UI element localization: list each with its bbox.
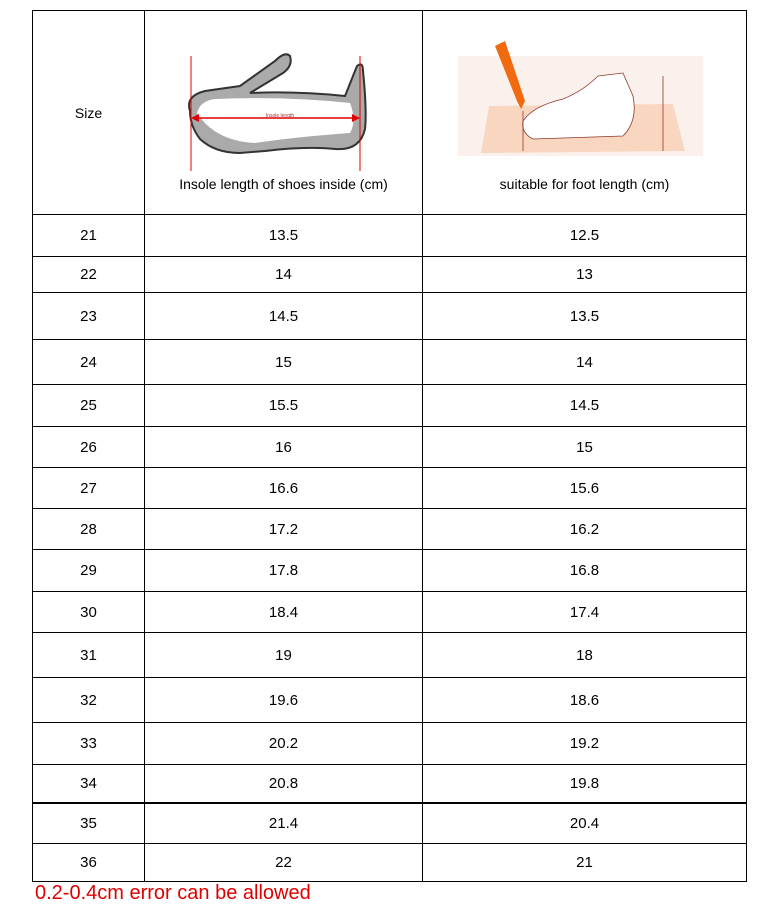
cell-foot: 13.5	[423, 293, 747, 340]
cell-size: 23	[33, 293, 145, 340]
table-row	[33, 844, 747, 882]
header-insole	[145, 11, 423, 215]
cell-insole: 14	[145, 257, 423, 293]
table-row	[33, 803, 747, 844]
table-row	[33, 468, 747, 509]
cell-insole: 13.5	[145, 215, 423, 257]
cell-foot: 14	[423, 340, 747, 385]
table-row	[33, 765, 747, 804]
cell-foot: 15.6	[423, 468, 747, 509]
cell-insole: 17.8	[145, 550, 423, 592]
cell-size: 34	[33, 765, 145, 804]
cell-size: 28	[33, 509, 145, 550]
cell-size: 33	[33, 723, 145, 765]
cell-size: 22	[33, 257, 145, 293]
cell-insole: 19	[145, 633, 423, 678]
cell-foot: 13	[423, 257, 747, 293]
table-row	[33, 293, 747, 340]
cell-size: 21	[33, 215, 145, 257]
table-row	[33, 550, 747, 592]
cell-insole: 14.5	[145, 293, 423, 340]
cell-insole: 19.6	[145, 678, 423, 723]
cell-size: 36	[33, 844, 145, 882]
cell-foot: 19.2	[423, 723, 747, 765]
cell-size: 29	[33, 550, 145, 592]
cell-insole: 17.2	[145, 509, 423, 550]
cell-foot: 14.5	[423, 385, 747, 427]
cell-insole: 15.5	[145, 385, 423, 427]
cell-insole: 16	[145, 427, 423, 468]
table-row	[33, 633, 747, 678]
cell-foot: 16.8	[423, 550, 747, 592]
cell-insole: 15	[145, 340, 423, 385]
cell-size: 31	[33, 633, 145, 678]
cell-foot: 21	[423, 844, 747, 882]
cell-insole: 20.8	[145, 765, 423, 804]
cell-foot: 20.4	[423, 803, 747, 844]
cell-size: 25	[33, 385, 145, 427]
cell-foot: 12.5	[423, 215, 747, 257]
insole-length-label: Insole length	[265, 113, 295, 119]
size-chart-table	[32, 10, 747, 882]
table-row	[33, 592, 747, 633]
cell-foot: 18	[423, 633, 747, 678]
cell-foot: 15	[423, 427, 747, 468]
header-insole-caption: Insole length of shoes inside (cm)	[179, 176, 388, 192]
cell-size: 26	[33, 427, 145, 468]
table-row	[33, 427, 747, 468]
header-foot	[423, 11, 747, 215]
tolerance-note: 0.2-0.4cm error can be allowed	[35, 882, 311, 904]
table-row	[33, 385, 747, 427]
header-foot-caption: suitable for foot length (cm)	[499, 176, 670, 192]
table-row	[33, 215, 747, 257]
table-row	[33, 678, 747, 723]
cell-foot: 18.6	[423, 678, 747, 723]
cell-foot: 19.8	[423, 765, 747, 804]
foot-measure-image	[423, 11, 746, 176]
header-row	[33, 11, 747, 215]
cell-insole: 16.6	[145, 468, 423, 509]
cell-foot: 17.4	[423, 592, 747, 633]
cell-foot: 16.2	[423, 509, 747, 550]
table-row	[33, 723, 747, 765]
cell-size: 32	[33, 678, 145, 723]
table-row	[33, 257, 747, 293]
table-row	[33, 340, 747, 385]
cell-insole: 22	[145, 844, 423, 882]
cell-insole: 21.4	[145, 803, 423, 844]
shoe-insole-image	[145, 11, 422, 176]
cell-size: 30	[33, 592, 145, 633]
table-row	[33, 509, 747, 550]
cell-size: 35	[33, 803, 145, 844]
cell-insole: 18.4	[145, 592, 423, 633]
cell-size: 24	[33, 340, 145, 385]
cell-insole: 20.2	[145, 723, 423, 765]
cell-size: 27	[33, 468, 145, 509]
header-size: Size	[33, 11, 145, 215]
